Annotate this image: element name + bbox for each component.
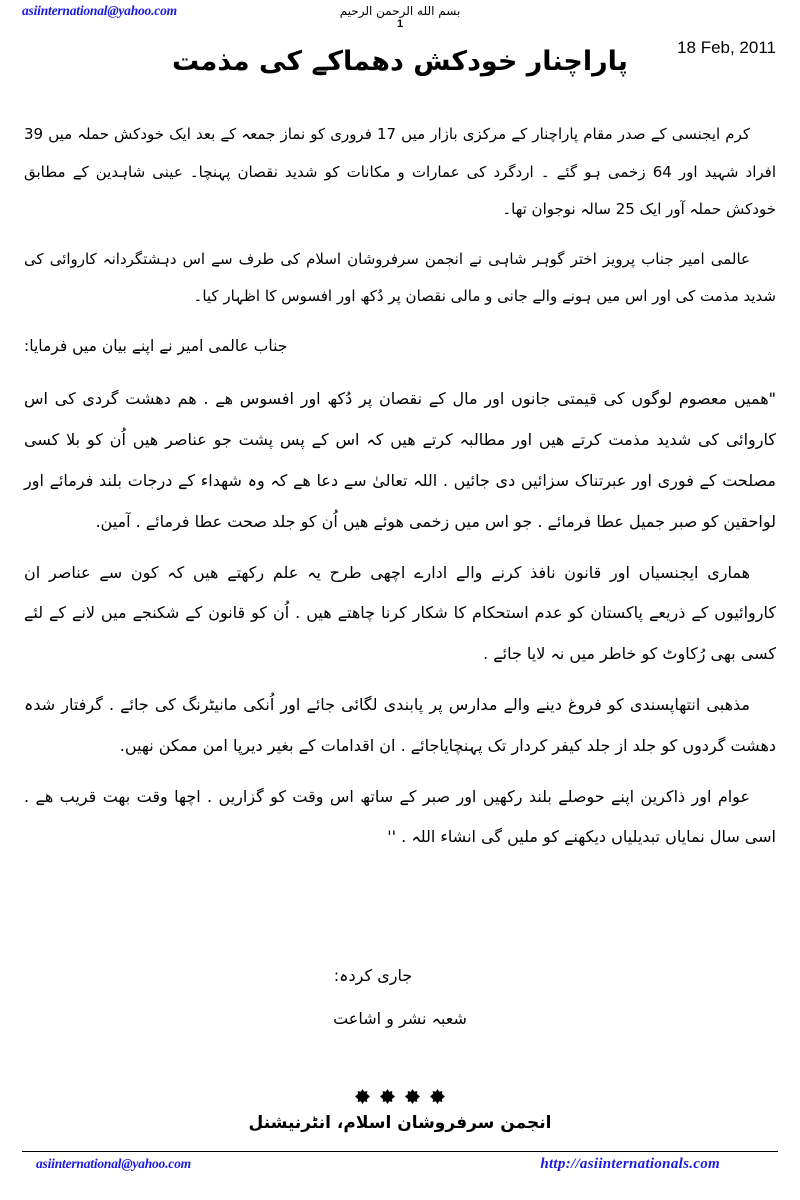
quote-paragraph-3: مذھبی انتھاپسندی کو فروغ دینے والے مدارس پر پابندی لگائی جائے اور اُنکی مانیٹرنگ کی جائے . گرفتار شدہ دھشت گردوں کو جلد از جلد کیفر کردار تک پہنچایاجائے . ان اقدامات کے بغیر دیرپا امن ممکن نھیں. bbox=[24, 695, 776, 755]
document-date: 18 Feb, 2011 bbox=[677, 38, 776, 57]
footer-email-address[interactable]: asiinternational@yahoo.com bbox=[36, 1156, 191, 1171]
paragraph-news-report: کرم ایجنسی کے صدر مقام پاراچنار کے مرکزی بازار میں 17 فروری کو نماز جمعہ کے بعد ایک خودکش حملہ میں 39 افراد شہید اور 64 زخمی ہو گئے ۔ اردگرد کی عمارات و مکانات کو شدید نقصان پہنچا۔ عینی شاہدین کے مطابق خودکش حملہ آور ایک 25 سالہ نوجوان تھا۔ bbox=[24, 125, 776, 218]
paragraph-statement-lead-in: جناب عالمی امیر نے اپنے بیان میں فرمایا: bbox=[24, 336, 288, 355]
organization-name: انجمن سرفروشان اسلام، انٹرنیشنل bbox=[248, 1113, 552, 1133]
star-ornament-icon bbox=[379, 1088, 396, 1105]
star-ornament-icon bbox=[429, 1088, 446, 1105]
document-header bbox=[0, 0, 800, 108]
footer-divider-rule bbox=[22, 1151, 778, 1152]
footer-links bbox=[22, 1156, 778, 1173]
document-body bbox=[24, 116, 776, 868]
star-ornament-icon bbox=[404, 1088, 421, 1105]
bismillah-text: بسم الله الرحمن الرحيم bbox=[339, 4, 461, 18]
quote-paragraph-2: ھماری ایجنسیاں اور قانون نافذ کرنے والے ادارے اچھی طرح یہ علم رکھتے ھیں کہ کون سے عناصر ان کاروائیوں کے ذریعے پاکستان کو عدم استحکام کا شکار کرنا چاھتے ھیں . اُن کو قانون کے شکنجے میں لانے کے لئے کسی بھی رُکاوٹ کو خاطر میں نہ لایا جائے . bbox=[24, 562, 776, 664]
quote-paragraph-1: "ھمیں معصوم لوگوں کی قیمتی جانوں اور مال کے نقصان پر دُکھ اور افسوس ھے . ھم دھشت گردی کی اس کاروائی کی شدید مذمت کرتے ھیں اور مطالبہ کرتے ھیں کہ اس کے پس پشت جو عناصر ھیں اُن کو بلا کسی مصلحت کے فوری اور عبرتناک سزائیں دی جائیں . اللہ تعالیٰ سے دعا ھے کہ وہ شھداء کے درجات بلند فرمائے اور لواحقین کو صبر جمیل عطا فرمائے . جو اس میں زخمی ھوئے ھیں اُن کو جلد صحت عطا فرمائے . آمین. bbox=[24, 389, 776, 531]
header-email-address: asiinternational@yahoo.com bbox=[22, 3, 177, 18]
signature-block bbox=[0, 966, 800, 1028]
paragraph-condemnation: عالمی امیر جناب پرویز اختر گوہر شاہی نے انجمن سرفروشان اسلام کی طرف سے اس دہشتگردانہ کاروائی کی شدید مذمت کی اور اس میں ہونے والے جانی و مالی نقصان پر دُکھ اور افسوس کا اظہار کیا۔ bbox=[24, 249, 776, 305]
page-number: 1 bbox=[396, 18, 404, 30]
quote-paragraph-4: عوام اور ذاکرین اپنے حوصلے بلند رکھیں اور صبر کے ساتھ اس وقت کو گزاریں . اچھا وقت بھت قریب ھے . اسی سال نمایاں تبدیلیاں دیکھنے کو ملیں گی انشاء اللہ . '' bbox=[24, 786, 776, 847]
issuing-department: شعبہ نشر و اشاعت bbox=[333, 1009, 467, 1028]
ornament-divider bbox=[0, 1088, 800, 1105]
issued-by-label: جاری کردہ: bbox=[333, 966, 413, 985]
star-ornament-icon bbox=[354, 1088, 371, 1105]
document-footer bbox=[0, 1088, 800, 1200]
page-title: پاراچنار خودکش دھماکے کی مذمت bbox=[172, 46, 628, 77]
footer-website-url[interactable]: http://asiinternationals.com bbox=[540, 1156, 720, 1172]
